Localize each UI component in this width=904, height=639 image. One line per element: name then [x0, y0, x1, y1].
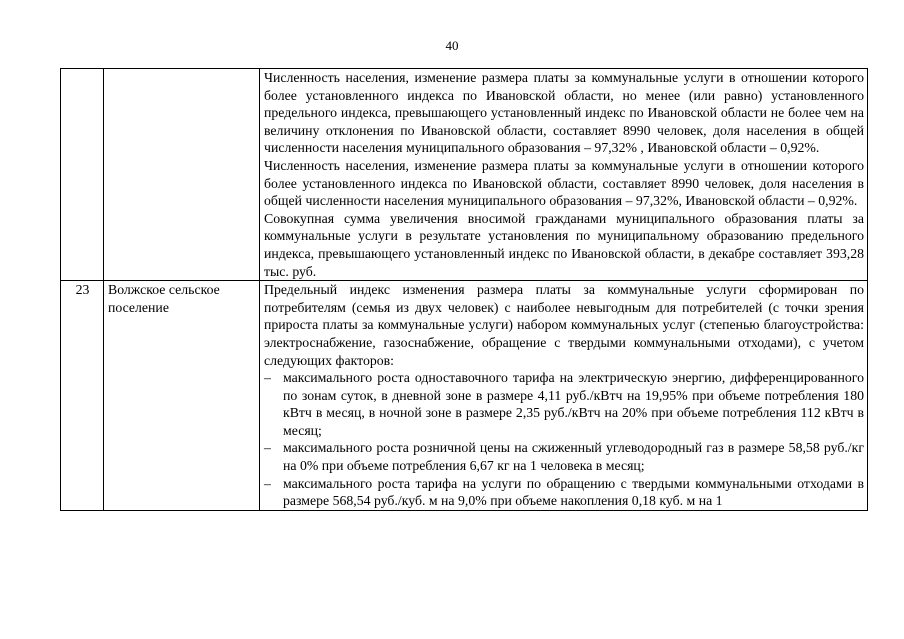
paragraph: Предельный индекс изменения размера платы за коммунальные услуги сформирован по потребителям (семья из двух человек) с наиболее невыгодным для потребителей (с точки зрения прироста платы за коммунальные услуги) набором коммунальных услуг (степенью благоустройства: электроснабжение, газоснабжение, обращение с твердыми коммунальными отходами), с учетом следующих факторов:: [264, 282, 864, 368]
description-cell: [260, 69, 868, 281]
row-number-cell: 23: [61, 281, 104, 511]
list-item: [264, 475, 864, 510]
list-item: [264, 369, 864, 439]
list-item-text: максимального роста одноставочного тарифа на электрическую энергию, дифференцированного по зонам суток, в дневной зоне в размере 4,11 руб./кВтч на 19,95% при объеме потребления 180 кВтч в месяц, в ночной зоне в размере 2,35 руб./кВтч на 20% при объеме потребления 112 кВтч в месяц;: [283, 370, 864, 438]
table-row: [61, 281, 868, 511]
bullet-dash: –: [264, 370, 271, 386]
municipality-name-cell: [104, 69, 260, 281]
page-number: 40: [445, 38, 459, 53]
paragraph: Численность населения, изменение размера платы за коммунальные услуги в отношении которого более установленного индекса по Ивановской области, составляет 8990 человек, доля населения в общей численности населения муниципального образования – 97,32%, Ивановской области – 0,92%.: [264, 157, 864, 209]
paragraph: Численность населения, изменение размера платы за коммунальные услуги в отношении которого более установленного индекса по Ивановской области, но менее (или равно) установленного предельного индекса, превышающего установленный индекс по Ивановской области не более чем на величину отклонения по Ивановской области, составляет 8990 человек, доля населения в общей численности населения муниципального образования – 97,32% , Ивановской области – 0,92%.: [264, 70, 864, 156]
factor-list: [264, 369, 864, 510]
list-item-text: максимального роста тарифа на услуги по обращению с твердыми коммунальными отходами в размере 568,54 руб./куб. м на 9,0% при объеме накопления 0,18 куб. м на 1: [283, 475, 864, 509]
description-cell: [260, 281, 868, 511]
list-item-text: максимального роста розничной цены на сжиженный углеводородный газ в размере 58,58 руб./кг на 0% при объеме потребления 6,67 кг на 1 человека в месяц;: [283, 440, 864, 474]
paragraph: Совокупная сумма увеличения вносимой гражданами муниципального образования платы за коммунальные услуги в результате установления по муниципальному образованию предельного индекса, превышающего установленный индекс по Ивановской области, в декабре составляет 393,28 тыс. руб.: [264, 210, 864, 279]
document-table: [60, 68, 868, 511]
bullet-dash: –: [264, 440, 271, 456]
list-item: [264, 439, 864, 474]
row-number-cell: [61, 69, 104, 281]
municipality-name-cell: Волжское сельское поселение: [104, 281, 260, 511]
bullet-dash: –: [264, 475, 271, 491]
table-row: [61, 69, 868, 281]
